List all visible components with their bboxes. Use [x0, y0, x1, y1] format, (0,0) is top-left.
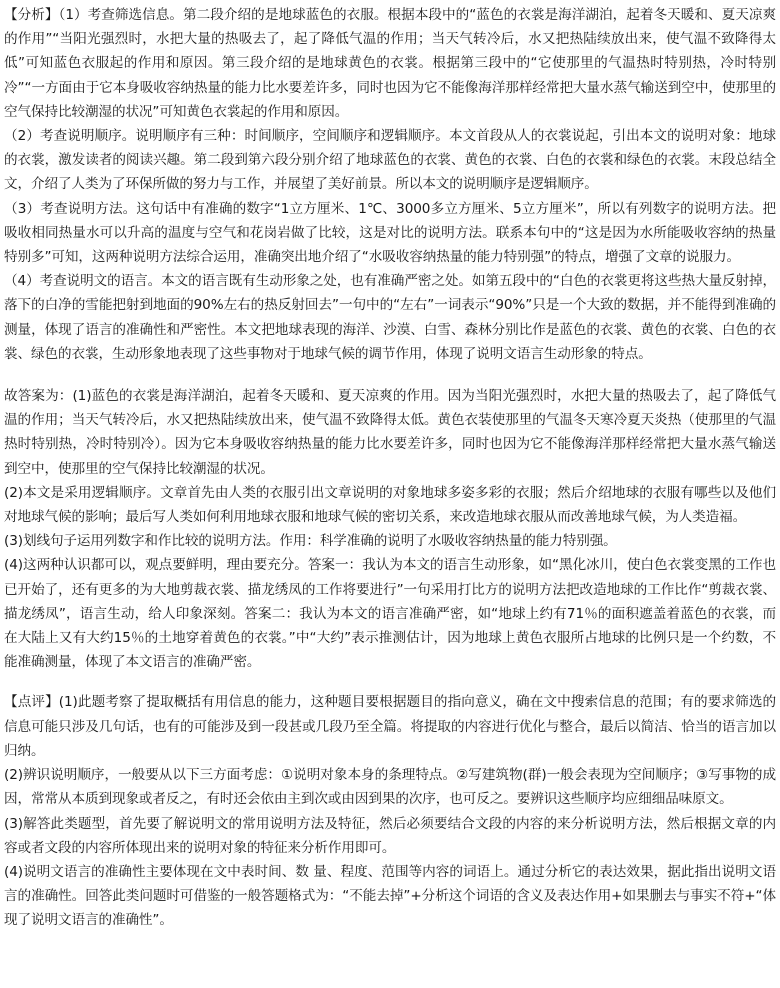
answer-paragraph-1: 故答案为：(1)蓝色的衣裳是海洋湖泊，起着冬天暖和、夏天凉爽的作用。因为当阳光强烈时，水把大量的热吸去了，起了降低气温的作用；当天气转冷后，水又把热陆续放出来，使气温不致降得太低。黄色衣装使那里的气温冬天寒冷夏天炎热（使那里的气温热时特别热，冷时特别冷）。因为它本身吸收容纳热量的能力比水要差许多，同时也因为它不能像海洋那样经常把大量水蒸气输送到空中，使那里的空气保持比较潮湿的状况。 — [4, 388, 776, 477]
section-spacer — [4, 674, 776, 690]
section-spacer — [4, 366, 776, 384]
comment-section — [4, 690, 776, 932]
analysis-paragraph-3: （3）考查说明方法。这句话中有准确的数字“1立方厘米、1℃、3000多立方厘米、5立方厘米”，所以有列数字的说明方法。把吸收相同热量水可以升高的温度与空气和花岗岩做了比较，这是对比的说明方法。联系本句中的“这是因为水所能吸收容纳的热量特别多”可知，这两种说明方法综合运用，准确突出地介绍了“水吸收容纳热量的能力特别强”的特点，增强了文章的说服力。 — [4, 200, 776, 266]
answer-paragraph-3: (3)划线句子运用列数字和作比较的说明方法。作用：科学准确的说明了水吸收容纳热量的能力特别强。 — [4, 533, 617, 550]
answer-section — [4, 384, 776, 674]
analysis-paragraph-2: （2）考查说明顺序。说明顺序有三种：时间顺序，空间顺序和逻辑顺序。本文首段从人的衣裳说起，引出本文的说明对象：地球的衣裳，激发读者的阅读兴趣。第二段到第六段分别介绍了地球蓝色的衣裳、黄色的衣裳、白色的衣裳和绿色的衣裳。末段总结全文，介绍了人类为了环保所做的努力与工作，并展望了美好前景。所以本文的说明顺序是逻辑顺序。 — [4, 128, 776, 193]
analysis-section — [4, 3, 776, 366]
analysis-paragraph-4: （4）考查说明文的语言。本文的语言既有生动形象之处，也有准确严密之处。如第五段中的“白色的衣裳更将这些热大量反射掉，落下的白净的雪能把射到地面的90%左右的热反射回去”一句中的“左右”一词表示“90%”只是一个大致的数据，并不能得到准确的测量，体现了语言的准确性和严密性。本文把地球表现的海洋、沙漠、白雪、森林分别比作是蓝色的衣裳、黄色的衣裳、白色的衣裳、绿色的衣裳，生动形象地表现了这些事物对于地球气候的调节作用，体现了说明文语言生动形象的特点。 — [4, 273, 776, 362]
comment-paragraph-4: (4)说明文语言的准确性主要体现在文中表时间、数 量、程度、范围等内容的词语上。通过分析它的表达效果，据此指出说明文语言的准确性。回答此类问题时可借鉴的一般答题格式为：“不能去掉”+分析这个词语的含义及表达作用+如果删去与事实不符+“体现了说明文语言的准确性”。 — [4, 863, 776, 929]
comment-paragraph-1: 【点评】(1)此题考察了提取概括有用信息的能力，这种题目要根据题目的指向意义，确在文中搜索信息的范围；有的要求筛选的信息可能只涉及几句话，也有的可能涉及到一段甚或几段乃至全篇。将提取的内容进行优化与整合，最后以简洁、恰当的语言加以归纳。 — [4, 694, 776, 759]
answer-paragraph-4: (4)这两种认识都可以，观点要鲜明，理由要充分。答案一：我认为本文的语言生动形象，如“黑化冰川，使白色衣裳变黑的工作也已开始了，还有更多的为大地剪裁衣裳、描龙绣凤的工作将要进行”一句采用打比方的说明方法把改造地球的工作比作“剪裁衣裳、描龙绣凤”，语言生动，给人印象深刻。答案二：我认为本文的语言准确严密，如“地球上约有71％的面积遮盖着蓝色的衣裳，而在大陆上又有大约15％的土地穿着黄色的衣裳。”中“大约”表示推测估计，因为地球上黄色衣服所占地球的比例只是一个约数，不能准确测量，体现了本文语言的准确严密。 — [4, 557, 776, 671]
comment-paragraph-2: (2)辨识说明顺序，一般要从以下三方面考虑：①说明对象本身的条理特点。②写建筑物(群)一般会表现为空间顺序；③写事物的成因，常常从本质到现象或者反之，有时还会依由主到次或由因到果的次序，也可反之。要辨识这些顺序均应细细品味原文。 — [4, 767, 776, 808]
analysis-paragraph-1: 【分析】（1）考查筛选信息。第二段介绍的是地球蓝色的衣服。根据本段中的“蓝色的衣裳是海洋湖泊，起着冬天暖和、夏天凉爽的作用”“当阳光强烈时，水把大量的热吸去了，起了降低气温的作用；当天气转冷后，水又把热陆续放出来，使气温不致降得太低”可知蓝色衣服起的作用和原因。第三段介绍的是地球黄色的衣裳。根据第三段中的“它使那里的气温热时特别热，冷时特别冷”“一方面由于它本身吸收容纳热量的能力比水要差许多，同时也因为它不能像海洋那样经常把大量水蒸气输送到空中，使那里的空气保持比较潮湿的状况”可知黄色衣裳起的作用和原因。 — [4, 7, 776, 120]
answer-paragraph-2: (2)本文是采用逻辑顺序。文章首先由人类的衣服引出文章说明的对象地球多姿多彩的衣服；然后介绍地球的衣服有哪些以及他们对地球气候的影响；最后写人类如何利用地球衣服和地球气候的密切关系，来改造地球衣服从而改善地球气候，为人类造福。 — [4, 484, 776, 526]
comment-paragraph-3: (3)解答此类题型，首先要了解说明文的常用说明方法及特征，然后必须要结合文段的内容的来分析说明方法，然后根据文章的内容或者文段的内容所体现出来的说明对象的特征来分析作用即可。 — [4, 815, 776, 856]
